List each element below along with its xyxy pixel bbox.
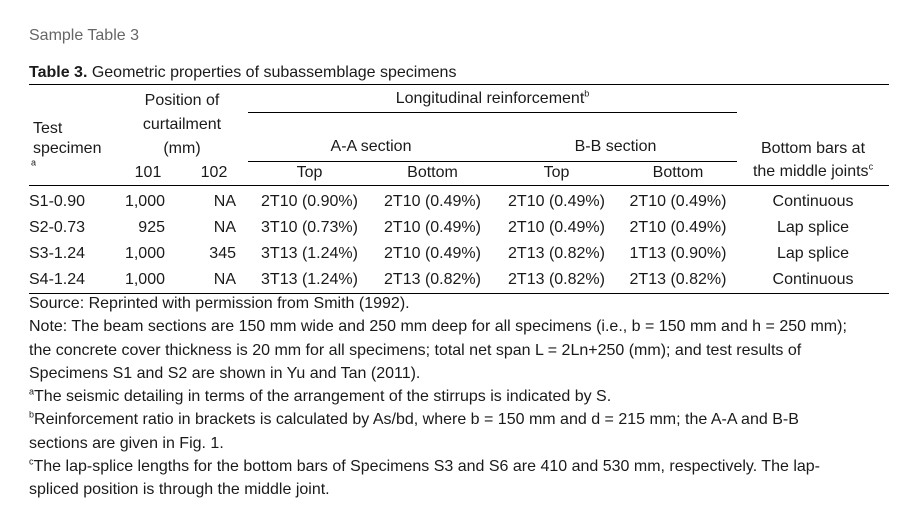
caption-label: Table 3. (29, 64, 88, 81)
table-row: S3-1.24 1,000 345 3T13 (1.24%) 2T10 (0.49%) 2T13 (0.82%) 1T13 (0.90%) Lap splice (29, 245, 850, 262)
header-bottom-bars: Bottom bars at the middle joints$^c$ (752, 139, 874, 180)
table-row: S2-0.73 925 NA 3T10 (0.73%) 2T10 (0.49%) 2T10 (0.49%) 2T10 (0.49%) Lap splice (29, 219, 850, 236)
header-bb-top: Top (543, 164, 570, 181)
table-row: S1-0.90 1,000 NA 2T10 (0.90%) 2T10 (0.49%) 2T10 (0.49%) 2T10 (0.49%) Continuous (29, 193, 854, 210)
specimen-footnote-mark: a (31, 157, 37, 168)
footnote-a: $^a$The seismic detailing in terms of the arrangement of the stirrups is indicated by S. (29, 386, 612, 406)
footnote-c: $^c$The lap-splice lengths for the bottom bars of Specimens S3 and S6 are 410 and 530 mm, respectively. The lap-spliced position is through the middle joint. (29, 456, 820, 499)
footnote-b: $^b$Reinforcement ratio in brackets is calculated by As/bd, where b = 150 mm and d = 215 mm; the A-A and B-B sections are given in Fig. 1. (29, 410, 799, 452)
header-102: 102 (200, 163, 228, 181)
properties-table (29, 84, 889, 294)
sample-title: Sample Table 3 (29, 27, 139, 44)
header-101: 101 (134, 163, 162, 181)
caption-text: Geometric properties of subassemblage specimens (87, 64, 457, 81)
header-bb-section: B-B section (494, 134, 737, 162)
general-note: Note: The beam sections are 150 mm wide and 250 mm deep for all specimens (i.e., b = 150 mm and h = 250 mm); the concrete cover thickness is 20 mm for all specimens; total net span L = 2Ln+250 (mm); and test results of Specimens S1 and S2 are shown in Yu and Tan (2011). (29, 318, 847, 382)
header-position: Position of curtailment (mm) (116, 85, 248, 162)
header-test-specimen: Test specimen (29, 85, 116, 162)
header-longitudinal: Longitudinal reinforcement$^b$ (248, 85, 737, 113)
source-note: Source: Reprinted with permission from Smith (1992). (29, 295, 410, 312)
table-caption (29, 64, 456, 82)
header-aa-section: A-A section (248, 134, 494, 162)
table-notes (29, 292, 859, 502)
table-row: S4-1.24 1,000 NA 3T13 (1.24%) 2T13 (0.82%) 2T13 (0.82%) 2T13 (0.82%) Continuous (29, 267, 889, 293)
header-aa-bottom: Bottom (407, 164, 458, 181)
header-aa-top: Top (296, 164, 323, 181)
header-bb-bottom: Bottom (652, 164, 704, 181)
